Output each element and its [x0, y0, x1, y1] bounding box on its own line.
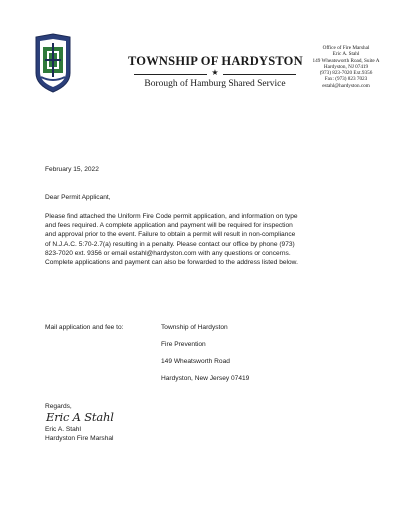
closing: Regards, — [45, 403, 72, 410]
township-subtitle: Borough of Hamburg Shared Service — [144, 79, 286, 89]
heading-divider — [134, 70, 296, 79]
body-line: Complete applications and payment can also be forwarded to the address listed below. — [45, 259, 298, 267]
body-line: Please find attached the Uniform Fire Code permit application, and information on type — [45, 213, 298, 220]
office-title: Office of Fire Marshal — [322, 45, 370, 51]
salutation: Dear Permit Applicant, — [45, 194, 111, 201]
address-line: Township of Hardyston — [161, 324, 228, 331]
body-line: and approval prior to the event. Failure to obtain a permit will result in non-compliance — [45, 231, 296, 239]
letter-body — [45, 212, 298, 267]
body-line: of N.J.A.C. 5:70-2.7(a) resulting in a penalty. Please contact our office by phone (973) — [45, 240, 295, 248]
handwritten-signature: Eric A Stahl — [46, 410, 114, 424]
office-city: Hardyston, NJ 07419 — [323, 63, 369, 70]
township-seal-logo — [33, 33, 73, 93]
mail-label: Mail application and fee to: — [45, 324, 124, 331]
township-heading — [128, 54, 302, 89]
address-line: Hardyston, New Jersey 07419 — [161, 375, 250, 382]
body-line: 823-7020 ext. 9356 or email estahl@hardyston.com with any questions or concerns. — [45, 249, 291, 257]
body-line: and fees required. A complete application and payment will be required for inspection — [45, 222, 293, 230]
office-phone: (973) 823-7020 Ext.9356 — [319, 70, 373, 77]
office-person: Eric A. Stahl — [332, 51, 360, 58]
address-line: Fire Prevention — [161, 341, 206, 348]
signer-name: Eric A. Stahl — [45, 426, 81, 433]
address-line: 149 Wheatsworth Road — [161, 358, 230, 365]
office-contact-block — [300, 45, 392, 89]
star-icon: ★ — [211, 68, 219, 77]
letter-date: February 15, 2022 — [45, 166, 99, 173]
signer-block — [45, 425, 114, 443]
township-name: TOWNSHIP OF HARDYSTON — [128, 54, 303, 68]
signer-title: Hardyston Fire Marshal — [45, 435, 114, 443]
office-street: 149 Wheatsworth Road, Suite A — [312, 57, 380, 64]
office-fax: Fax: (973) 823 7023 — [324, 76, 368, 83]
office-email: estahl@hardyston.com — [322, 82, 370, 89]
mailing-address — [161, 323, 249, 391]
